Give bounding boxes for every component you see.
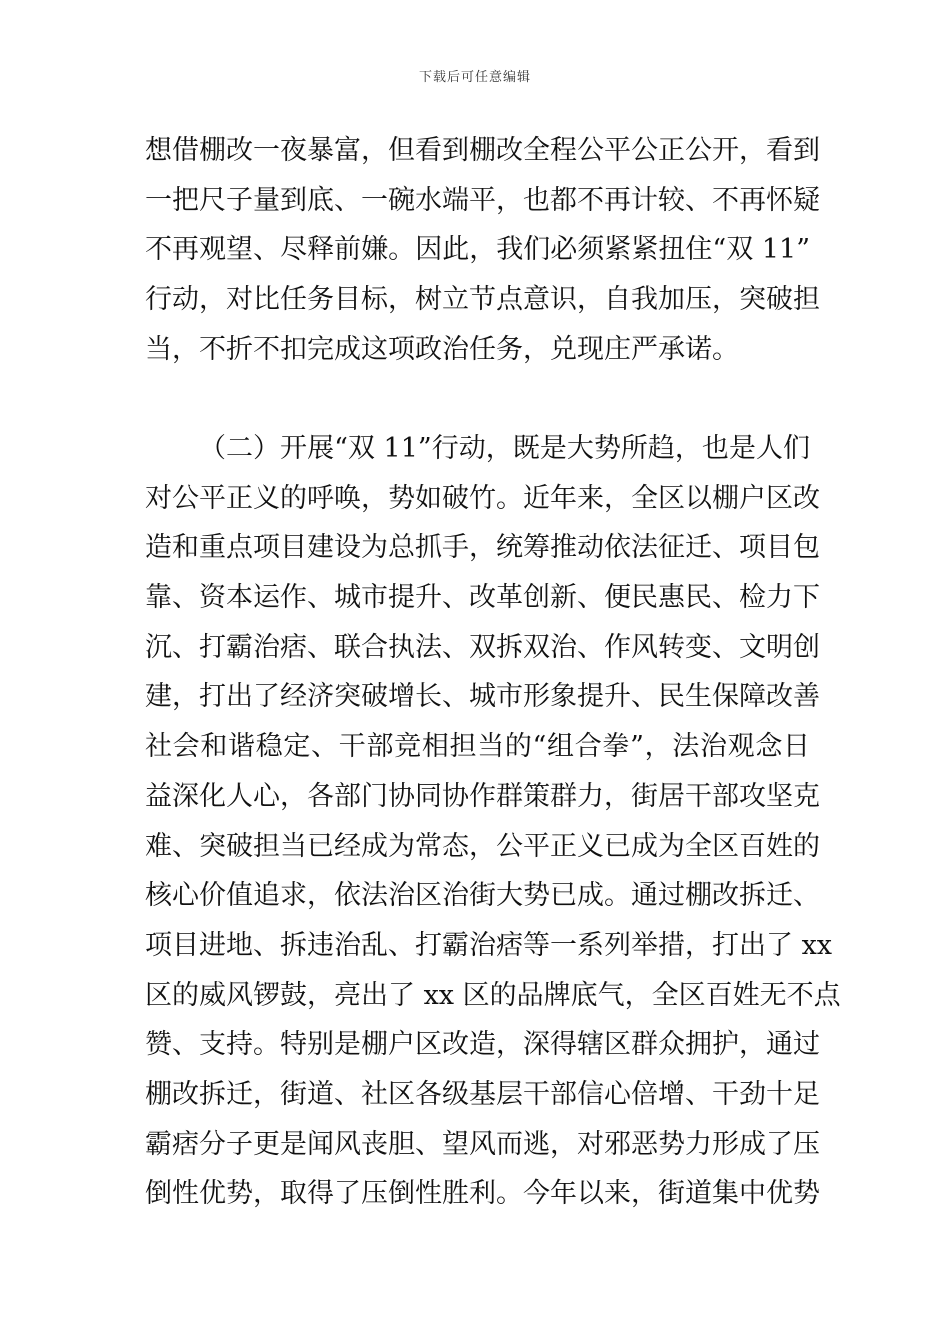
- text-line: 社会和谐稳定、干部竞相担当的“组合拳”，法治观念日: [145, 731, 810, 763]
- text-line: 难、突破担当已经成为常态，公平正义已成为全区百姓的: [145, 830, 820, 862]
- paragraph-2: [145, 424, 841, 1219]
- text-line: 核心价值追求，依法治区治街大势已成。通过棚改拆迁、: [145, 880, 820, 912]
- text-line: 对公平正义的呼唤，势如破竹。近年来，全区以棚户区改: [145, 482, 820, 514]
- text-line: 不再观望、尽释前嫌。因此，我们必须紧紧扭住“双 11”: [145, 234, 810, 266]
- text-line: 想借棚改一夜暴富，但看到棚改全程公平公正公开，看到: [145, 135, 820, 166]
- page-header: 下载后可任意编辑: [418, 70, 531, 85]
- text-line: （二）开展“双 11”行动，既是大势所趋，也是人们: [199, 433, 810, 464]
- text-line: 棚改拆迁，街道、社区各级基层干部信心倍增、干劲十足: [145, 1078, 820, 1110]
- text-line: 一把尺子量到底、一碗水端平，也都不再计较、不再怀疑: [145, 184, 820, 216]
- text-line: 行动，对比任务目标，树立节点意识，自我加压，突破担: [145, 284, 820, 316]
- text-line: 区的威风锣鼓，亮出了 xx 区的品牌底气，全区百姓无不点: [145, 979, 841, 1011]
- text-line: 霸痞分子更是闻风丧胆、望风而逃，对邪恶势力形成了压: [145, 1128, 820, 1160]
- text-line: 建，打出了经济突破增长、城市形象提升、民生保障改善: [145, 681, 820, 713]
- text-line: 沉、打霸治痞、联合执法、双拆双治、作风转变、文明创: [145, 631, 820, 663]
- text-line: 靠、资本运作、城市提升、改革创新、便民惠民、检力下: [145, 582, 820, 614]
- text-line: 造和重点项目建设为总抓手，统筹推动依法征迁、项目包: [145, 532, 820, 564]
- text-line: 项目进地、拆违治乱、打霸治痞等一系列举措，打出了 xx: [145, 929, 833, 961]
- text-line: 益深化人心，各部门协同协作群策群力，街居干部攻坚克: [145, 780, 820, 812]
- paragraph-1: [145, 126, 820, 374]
- text-line: 赞、支持。特别是棚户区改造，深得辖区群众拥护，通过: [145, 1029, 820, 1061]
- text-line: 当，不折不扣完成这项政治任务，兑现庄严承诺。: [145, 333, 739, 365]
- text-line: 倒性优势，取得了压倒性胜利。今年以来，街道集中优势: [145, 1178, 820, 1210]
